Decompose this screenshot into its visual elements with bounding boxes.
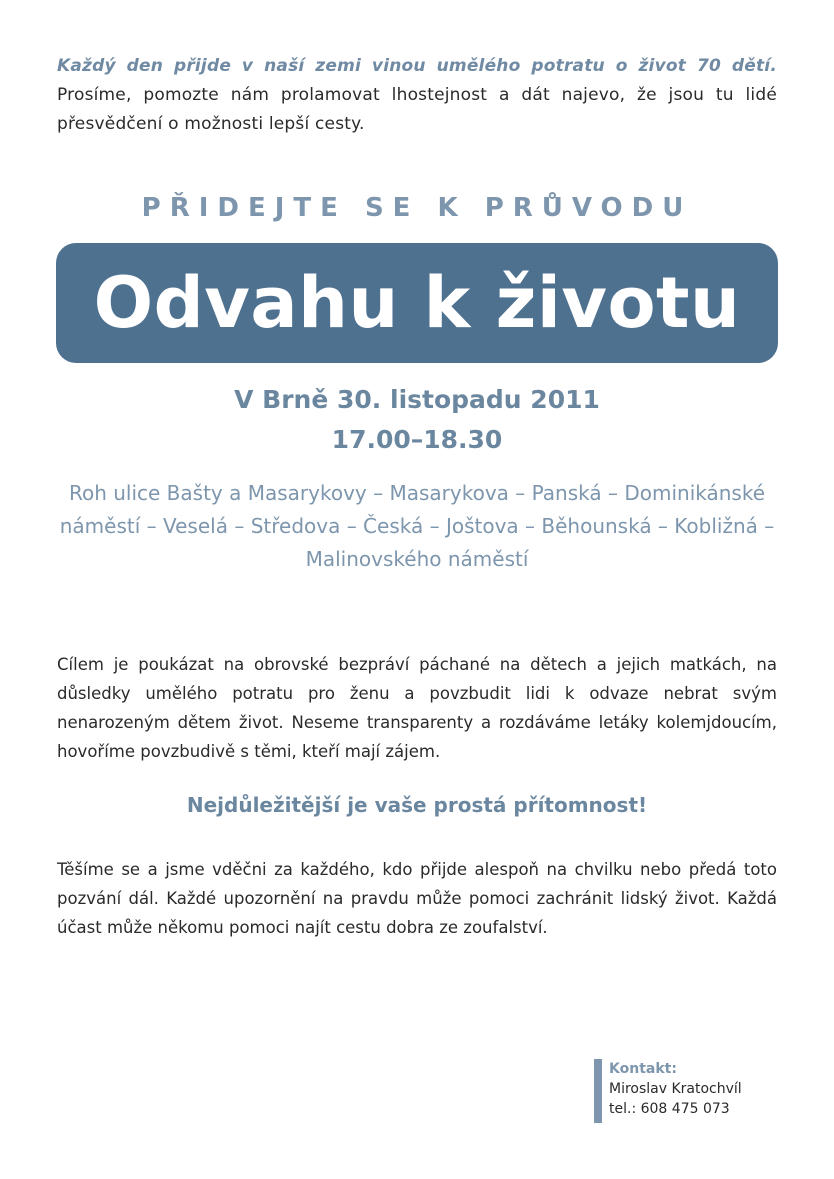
event-date: V Brně 30. listopadu 2011 (234, 385, 600, 414)
title-banner (56, 243, 778, 363)
page-title: Odvahu k životu (93, 262, 741, 344)
event-time: 17.00–18.30 (331, 425, 503, 454)
event-route: Roh ulice Bašty a Masarykovy – Masarykova – Panská – Dominikánské náměstí – Veselá – Středova – Česká – Joštova – Běhounská – Kobližná – Malinovského náměstí (59, 481, 775, 571)
join-heading: PŘIDEJTE SE K PRŮVODU (141, 193, 693, 223)
contact-name: Miroslav Kratochvíl (609, 1081, 742, 1097)
contact-box (594, 1059, 799, 1123)
contact-label: Kontakt: (609, 1061, 677, 1077)
contact-phone: tel.: 608 475 073 (609, 1101, 730, 1117)
emphasis-heading: Nejdůležitější je vaše prostá přítomnost! (186, 793, 648, 817)
intro-lead: Každý den přijde v naší zemi vinou umělého potratu o život 70 dětí. (57, 56, 777, 76)
intro-paragraph (57, 52, 777, 139)
body-paragraph-2: Těšíme se a jsme vděčni za každého, kdo přijde alespoň na chvilku nebo předá toto pozvání dál. Každé upozornění na pravdu může pomoci zachránit lidský život. Každá účast může někomu pomoci najít cestu dobra ze zoufalství. (57, 860, 777, 937)
body-paragraph-1: Cílem je poukázat na obrovské bezpráví páchané na dětech a jejich matkách, na důsledky umělého potratu pro ženu a povzbudit lidi k odvaze nebrat svým nenarozeným dětem život. Neseme transparenty a rozdáváme letáky kolemjdoucím, hovoříme povzbudivě s těmi, kteří mají zájem. (57, 655, 777, 761)
intro-rest: Prosíme, pomozte nám prolamovat lhostejnost a dát najevo, že jsou tu lidé přesvědčení o možnosti lepší cesty. (57, 85, 777, 134)
